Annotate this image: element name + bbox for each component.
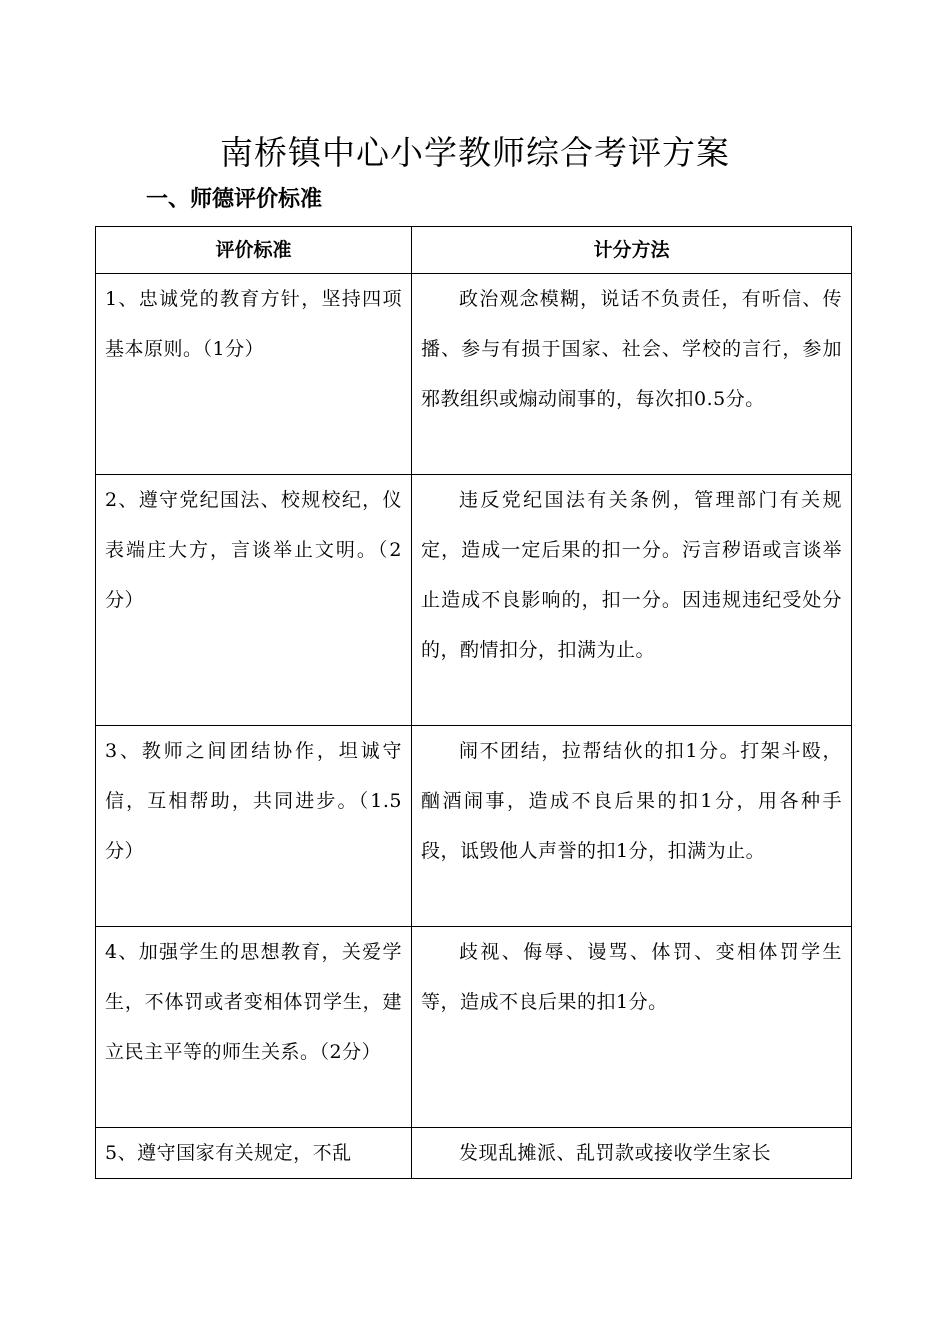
method-cell: 歧视、侮辱、谩骂、体罚、变相体罚学生等，造成不良后果的扣1分。 [412,927,852,1128]
table-row [96,274,852,475]
table-row [96,475,852,726]
method-cell: 违反党纪国法有关条例，管理部门有关规定，造成一定后果的扣一分。污言秽语或言谈举止造成不良影响的，扣一分。因违规违纪受处分的，酌情扣分，扣满为止。 [412,475,852,726]
table-row [96,927,852,1128]
page-title: 南桥镇中心小学教师综合考评方案 [220,133,730,172]
header-standard: 评价标准 [96,227,412,274]
criteria-table [95,226,852,1179]
table-header-row [96,227,852,274]
method-cell: 政治观念模糊，说话不负责任，有听信、传播、参与有损于国家、社会、学校的言行，参加邪教组织或煽动闹事的，每次扣0.5分。 [412,274,852,475]
header-method: 计分方法 [412,227,852,274]
table-row [96,1128,852,1179]
standard-cell: 2、遵守党纪国法、校规校纪，仪表端庄大方，言谈举止文明。（2分） [96,475,412,726]
standard-cell: 4、加强学生的思想教育，关爱学生，不体罚或者变相体罚学生，建立民主平等的师生关系。（2分） [96,927,412,1128]
section-heading: 一、师德评价标准 [146,187,323,212]
standard-cell: 1、忠诚党的教育方针，坚持四项基本原则。（1分） [96,274,412,475]
method-cell: 闹不团结，拉帮结伙的扣1分。打架斗殴，酗酒闹事，造成不良后果的扣1分，用各种手段，诋毁他人声誉的扣1分，扣满为止。 [412,726,852,927]
table-row [96,726,852,927]
method-cell: 发现乱摊派、乱罚款或接收学生家长 [412,1128,852,1179]
standard-cell: 5、遵守国家有关规定，不乱 [96,1128,412,1179]
standard-cell: 3、教师之间团结协作，坦诚守信，互相帮助，共同进步。（1.5分） [96,726,412,927]
